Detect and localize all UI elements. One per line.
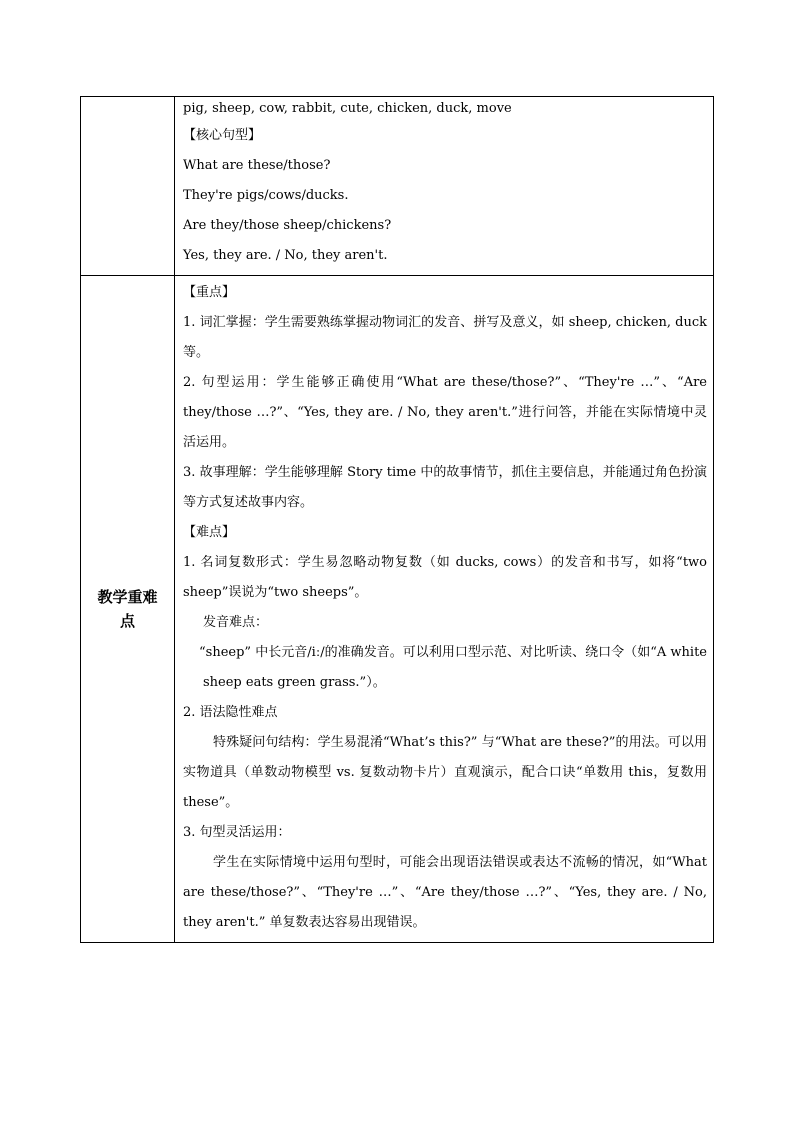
pattern-line: What are these/those? xyxy=(183,158,331,173)
key-difficulty-label-cell xyxy=(81,276,175,943)
core-pattern-header: 【核心句型】 xyxy=(183,128,262,143)
grammar-difficulty-text: 特殊疑问句结构：学生易混淆“What’s this?” 与“What are these?”的用法。可以用实物道具（单数动物模型 vs. 复数动物卡片）直观演示，配合口诀“单数用 this，复数用 these”。 xyxy=(183,735,707,810)
key-difficulty-content-cell xyxy=(175,276,714,943)
core-content-cell xyxy=(175,97,714,276)
vocabulary-line: pig, sheep, cow, rabbit, cute, chicken, duck, move xyxy=(183,101,512,116)
pattern-usage-text: 学生在实际情境中运用句型时，可能会出现语法错误或表达不流畅的情况，如“What are these/those?”、“They're …”、“Are they/those …?”、“Yes, they are. / No, they aren't.” 单复数表达容易出现错误。 xyxy=(183,855,707,930)
core-content-row xyxy=(81,97,714,276)
lesson-plan-table xyxy=(80,96,714,943)
key-point: 3. 故事理解：学生能够理解 Story time 中的故事情节，抓住主要信息，并能通过角色扮演等方式复述故事内容。 xyxy=(183,465,707,510)
difficulty-item-title: 3. 句型灵活运用： xyxy=(183,825,291,840)
pronunciation-text: “sheep” 中长元音/iː/的准确发音。可以利用口型示范、对比听读、绕口令（如“A white sheep eats green grass.”）。 xyxy=(199,645,707,690)
pattern-line: Are they/those sheep/chickens? xyxy=(183,218,392,233)
empty-label-cell xyxy=(81,97,175,276)
difficulty-item-title: 2. 语法隐性难点 xyxy=(183,705,278,720)
difficulty-item: 1. 名词复数形式：学生易忽略动物复数（如 ducks, cows）的发音和书写，如将“two sheep”误说为“two sheeps”。 xyxy=(183,555,707,600)
pattern-line: They're pigs/cows/ducks. xyxy=(183,188,349,203)
pronunciation-title: 发音难点： xyxy=(203,615,269,630)
key-point: 2. 句型运用：学生能够正确使用“What are these/those?”、“They're …”、“Are they/those …?”、“Yes, they are. / No, they aren't.”进行问答，并能在实际情境中灵活运用。 xyxy=(183,375,707,450)
key-difficulty-row xyxy=(81,276,714,943)
key-difficulty-label: 教学重难点 xyxy=(97,588,158,630)
pattern-line: Yes, they are. / No, they aren't. xyxy=(183,248,388,263)
key-points-header: 【重点】 xyxy=(183,285,236,300)
difficulty-header: 【难点】 xyxy=(183,525,236,540)
key-point: 1. 词汇掌握：学生需要熟练掌握动物词汇的发音、拼写及意义，如 sheep, chicken, duck 等。 xyxy=(183,315,707,360)
